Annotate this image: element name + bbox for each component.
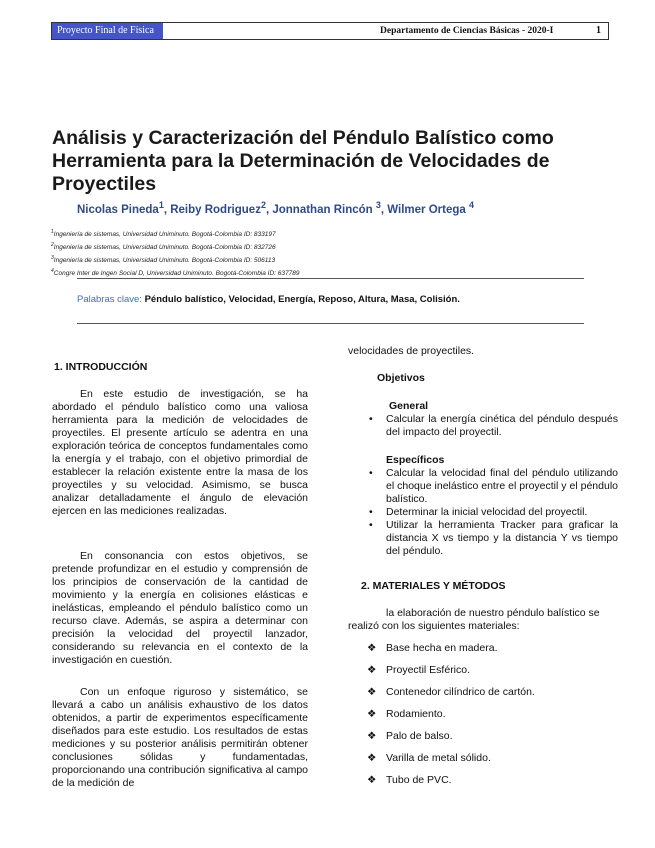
- specific-objectives: [369, 467, 618, 558]
- author-name: Wilmer Ortega: [387, 203, 469, 216]
- divider-bottom: [77, 323, 584, 324]
- bullet-icon: •: [369, 413, 373, 425]
- diamond-bullet-icon: ❖: [367, 708, 377, 720]
- author-name: Reiby Rodriguez: [170, 203, 261, 216]
- author-name: Nicolas Pineda: [77, 203, 159, 216]
- intro-paragraph-3-continued: velocidades de proyectiles.: [348, 345, 475, 357]
- section-heading-methods: 2. MATERIALES Y MÉTODOS: [361, 580, 506, 592]
- list-item: ❖ Proyectil Esférico.: [367, 664, 471, 676]
- methods-intro: la elaboración de nuestro péndulo balístico se realizó con los siguientes materiales:: [348, 607, 600, 632]
- author-sup: 1: [158, 200, 164, 210]
- page-number: 1: [596, 25, 601, 36]
- general-objectives: [369, 413, 618, 439]
- course-tag: Proyecto Final de Física: [52, 23, 163, 39]
- list-item: • Determinar la inicial velocidad del proyectil.: [369, 506, 588, 518]
- affiliation-line: $^1$Ingeniería de sistemas, Universidad Uniminuto. Bogotá-Colombia ID: 833197: [51, 229, 276, 239]
- paper-title: Análisis y Caracterización del Péndulo Balístico como Herramienta para la Determinación de Velocidades de Proyectiles: [52, 127, 554, 195]
- list-item: ❖ Rodamiento.: [367, 708, 446, 720]
- divider-top: [77, 278, 584, 279]
- keywords-text: Péndulo balístico, Velocidad, Energía, Reposo, Altura, Masa, Colisión.: [141, 294, 460, 305]
- general-heading: General: [389, 400, 429, 412]
- author-list: Nicolas Pineda$^1$, Reiby Rodriguez$^2$, Jonnathan Rincón $^3$, Wilmer Ortega $^4$: [77, 200, 474, 216]
- keywords: [77, 294, 460, 305]
- materials-list: [367, 642, 618, 796]
- list-item: ❖ Base hecha en madera.: [367, 642, 498, 654]
- list-item: ❖ Tubo de PVC.: [367, 774, 452, 786]
- list-item: ❖ Palo de balso.: [367, 730, 453, 742]
- bullet-icon: •: [369, 519, 373, 531]
- list-item: ❖ Contenedor cilíndrico de cartón.: [367, 686, 535, 698]
- intro-paragraph-1: En este estudio de investigación, se ha abordado el péndulo balístico como una valiosa herramienta para la medición de velocidades de proyectiles. El presente artículo se adentra en una exploración teórica de conceptos fundamentales como la energía y el trabajo, con el objetivo primordial de establecer la relación existente entre la masa de los proyectiles y su velocidad. Asimismo, se busca analizar detalladamente el ángulo de elevación ejercen en las mediciones realizadas.: [52, 388, 308, 517]
- objectives-heading: Objetivos: [377, 372, 425, 384]
- affiliation-line: $^2$Ingeniería de sistemas, Universidad Uniminuto. Bogotá-Colombia ID: 832726: [51, 242, 276, 252]
- author-name: Jonnathan Rincón: [272, 203, 376, 216]
- specific-heading: Específicos: [386, 454, 445, 466]
- diamond-bullet-icon: ❖: [367, 642, 377, 654]
- diamond-bullet-icon: ❖: [367, 686, 377, 698]
- list-item: ❖ Varilla de metal sólido.: [367, 752, 491, 764]
- keywords-label: Palabras clave:: [77, 294, 142, 305]
- diamond-bullet-icon: ❖: [367, 664, 377, 676]
- diamond-bullet-icon: ❖: [367, 752, 377, 764]
- section-heading-intro: 1. INTRODUCCIÓN: [54, 361, 148, 373]
- bullet-icon: •: [369, 467, 373, 479]
- list-item: • Utilizar la herramienta Tracker para graficar la distancia X vs tiempo y la distancia Y vs tiempo del péndulo.: [369, 519, 618, 557]
- author-sup: 2: [260, 200, 266, 210]
- list-item: • Calcular la energía cinética del péndulo después del impacto del proyectil.: [369, 413, 618, 438]
- department-label: Departamento de Ciencias Básicas - 2020-I: [380, 26, 554, 36]
- bullet-icon: •: [369, 506, 373, 518]
- author-sup: 3: [375, 200, 381, 210]
- diamond-bullet-icon: ❖: [367, 730, 377, 742]
- author-sup: 4: [468, 200, 474, 210]
- intro-paragraph-3: Con un enfoque riguroso y sistemático, se llevará a cabo un análisis exhaustivo de los datos obtenidos, a partir de experimentos específicamente diseñados para este estudio. Los resultados de estas mediciones y su posterior análisis permitirán obtener conclusiones sólidas y fundamentadas, proporcionando una contribución significativa al campo de la medición de: [52, 686, 308, 789]
- affiliation-line: $^3$Ingeniería de sistemas, Universidad Uniminuto. Bogotá-Colombia ID: 506113: [51, 255, 276, 265]
- intro-paragraph-2: En consonancia con estos objetivos, se pretende profundizar en el estudio y comprensión de los principios de conservación de la cantidad de movimiento y la energía en colisiones elásticas e inelásticas, empleando el péndulo balístico como un recurso clave. Además, se aspira a determinar con precisión la velocidad del proyectil lanzador, considerando su relevancia en el contexto de la investigación en cuestión.: [52, 550, 308, 666]
- affiliation-line: $^4$Congre Inter de Ingen Social D, Universidad Uniminuto. Bogotá-Colombia ID: 637789: [51, 268, 300, 278]
- diamond-bullet-icon: ❖: [367, 774, 377, 786]
- list-item: • Calcular la velocidad final del péndulo utilizando el choque inelástico entre el proyectil y el péndulo balístico.: [369, 467, 618, 505]
- affiliations: [51, 227, 299, 280]
